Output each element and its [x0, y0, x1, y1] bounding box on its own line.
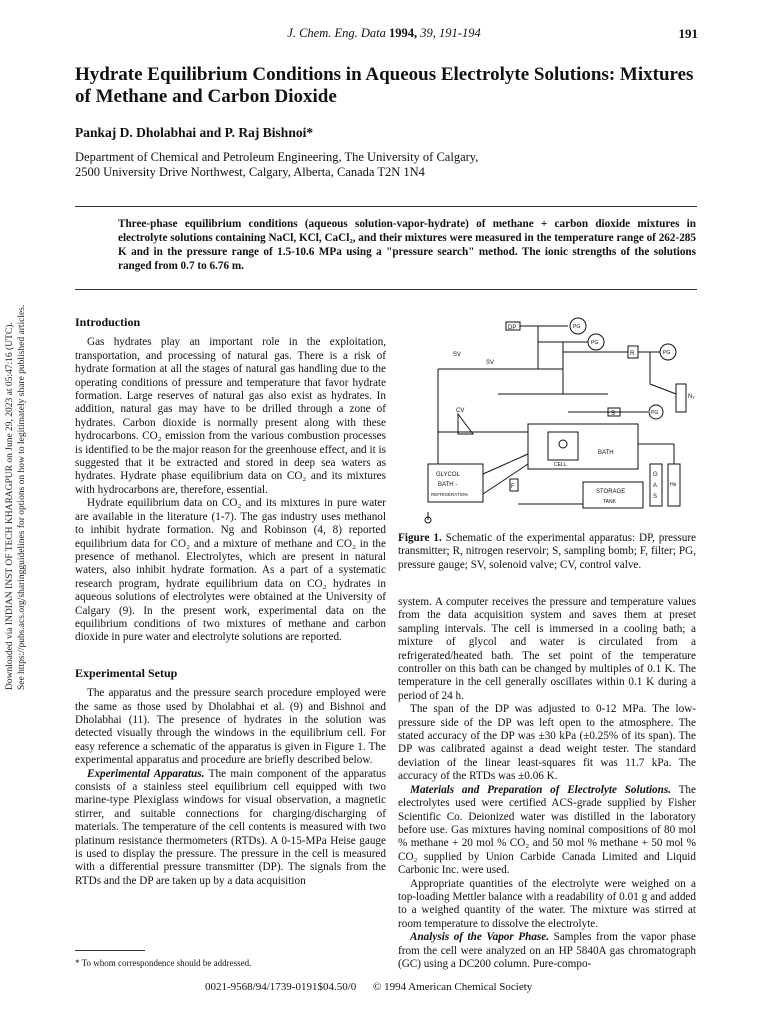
materials-text: The electrolytes used were certified ACS-grade supplied by Fisher Scientific Co. Deionized water was distilled in the laboratory before use. Gas mixtures having nominal compositions of 80 mol % methane + 20 mol % CO₂ and 50 mol % methane + 50 mol % CO₂ supplied by Union Carbide Canada Limited and Liquid Carbonic Inc. were used.: [398, 783, 696, 877]
intro-paragraph-1: Gas hydrates play an important role in the exploitation, transportation, and processing of natural gas. There is a risk of hydrate formation at all the stages of natural gas handling due to the operating conditions of pressure and temperature that favor hydrate formation. Large reserves of natural gas also exist as hydrates. In addition, natural gas may have to be drilled through a zone of hydrates. Carbon dioxide is normally present along with these hydrocarbons. CO₂ emission from the various combustion processes is identified to be the major reason for the greenhouse effect, and it is suggested that it be extracted and stored in deep sea waters as hydrates. Hydrate phase equilibrium data on CO₂ and its mixtures with hydrocarbons are, therefore, essential.: [75, 336, 386, 496]
apparatus-run-in: Experimental Apparatus.: [87, 767, 205, 780]
right-paragraph-1: system. A computer receives the pressure and temperature values from the data acquisition system and saves them at preset sampling intervals. The cell is immersed in a cooling bath; a mixture of glycol and water is circulated from a refrigerated/heated bath. The set point of the temperature controller on this bath can be changed by multiples of 0.1 K. The temperature in the cell generally oscillates within 0.1 K during a period of 24 h.: [398, 596, 696, 702]
affiliation: [75, 150, 695, 180]
intro-paragraph-2: Hydrate equilibrium data on CO₂ and its mixtures in pure water are available in the literature (1-7). The gas industry uses methanol to inhibit hydrate formation. Ng and Robinson (4, 8) reported equilibrium data for CO₂ and a mixture of methane and CO₂ in the presence of methanol. Electrolytes, which are present in natural waters, also inhibit hydrate formation. As a part of a systematic research program, hydrate equilibrium data on CO₂ hydrates in aqueous solutions of electrolytes were obtained at the University of Calgary (9). In the present work, experimental data on the equilibrium conditions of two mixtures of methane and carbon dioxide in pure water and electrolyte solutions are reported.: [75, 497, 386, 644]
label-storage-1: STORAGE: [596, 489, 626, 495]
running-header: [0, 26, 768, 41]
label-f: F: [511, 484, 515, 490]
label-glycol-2: BATH -: [438, 482, 458, 488]
label-cell: CELL: [554, 462, 567, 468]
label-dp: DP: [508, 325, 517, 331]
apparatus-text: The main component of the apparatus consists of a stainless steel equilibrium cell equipped with two marine-type Plexiglass windows for visual observation, a magnetic stirrer, and suitable connections for charging/discharging of materials. The temperature of the cell contents is measured with two platinum resistance thermometers (RTDs). A 0-15-MPa Heise gauge is used to display the pressure. The pressure in the cell is measured with a differential pressure transmitter (DP). The signals from the RTDs and the DP are taken up by a data acquisition: [75, 767, 386, 887]
right-column: [398, 596, 696, 971]
equilibrium-cell: [548, 432, 578, 460]
figure-caption-text: Schematic of the experimental apparatus: DP, pressure transmitter; R, nitrogen reservoir; S, sampling bomb; F, filter; PG, pressure gauge; SV, solenoid valve; CV, control valve.: [398, 532, 697, 571]
figure-caption-label: Figure 1.: [398, 532, 442, 544]
figure-1-schematic: [398, 314, 698, 526]
abstract-bottom-rule: [75, 289, 697, 290]
control-valve: [458, 414, 473, 434]
authors: Pankaj D. Dholabhai and P. Raj Bishnoi*: [75, 125, 314, 140]
article-code: 0021-9568/94/1739-0191$04.50/0: [205, 981, 357, 993]
label-pg-3: PG: [663, 350, 671, 356]
label-s: S: [611, 411, 616, 417]
figure-caption: [398, 532, 696, 572]
label-a: A: [653, 483, 658, 489]
abstract-top-rule: [75, 206, 697, 207]
n2-cylinder: [676, 384, 686, 412]
label-cv: CV: [456, 408, 465, 414]
affiliation-line-1: Department of Chemical and Petroleum Engineering, The University of Calgary,: [75, 150, 479, 164]
download-notice-line-1: Downloaded via INDIAN INST OF TECH KHARAGPUR on June 29, 2023 at 05:47:16 (UTC).: [5, 322, 15, 690]
n2-line: [650, 384, 676, 394]
exp-paragraph-1: The apparatus and the pressure search procedure employed were the same as those used by Dholabhai et al. (9) and Bishnoi and Dholabhai (11). The presence of hydrates in the solution was detected visually through the windows in the equilibrium cell. For easy reference a schematic of the apparatus is given in Figure 1. The experimental apparatus and procedure are briefly described below.: [75, 687, 386, 767]
label-sv-2: SV: [486, 360, 495, 366]
label-pg-1: PG: [573, 324, 581, 330]
footnote-rule: [75, 950, 145, 951]
label-r: R: [630, 351, 635, 357]
download-notice: [4, 305, 28, 690]
label-glycol-3: REFRIGERATION: [431, 492, 468, 497]
label-s2: S: [653, 494, 658, 500]
footnote: * To whom correspondence should be addressed.: [75, 958, 252, 968]
label-bath: BATH: [598, 450, 614, 456]
journal-pages: 191-194: [439, 26, 481, 40]
right-paragraph-3: [398, 784, 696, 878]
materials-run-in: Materials and Preparation of Electrolyte Solutions.: [410, 783, 672, 796]
bath-enclosure: [528, 424, 638, 469]
glycol-line-1: [483, 454, 528, 474]
label-n2: N₂: [688, 394, 695, 400]
affiliation-line-2: 2500 University Drive Northwest, Calgary, Alberta, Canada T2N 1N4: [75, 165, 425, 179]
journal-volume: 39,: [420, 26, 436, 40]
journal-year: 1994,: [389, 26, 418, 40]
cell-window: [559, 440, 567, 448]
exp-paragraph-2: [75, 768, 386, 889]
abstract: Three-phase equilibrium conditions (aqueous solution-vapor-hydrate) of methane + carbon dioxide mixtures in electrolyte solutions containing NaCl, KCl, CaCl₂, and their mixtures were measured in the temperature range of 262-285 K and in the pressure range of 1.5-10.6 MPa using a "pressure search" method. The ionic strengths of the solutions ranged from 0.7 to 6.76 m.: [118, 218, 696, 272]
analysis-text: Samples from the vapor phase from the cell were analyzed on an HP 5840A gas chromatograph (GC) using a DC200 column. Pure-compo-: [398, 931, 697, 970]
label-sv-1: SV: [453, 352, 462, 358]
apparatus-schematic: [398, 314, 698, 526]
right-paragraph-2: The span of the DP was adjusted to 0-12 MPa. The low-pressure side of the DP was left open to the atmosphere. The stated accuracy of the DP was ±30 kPa (±0.25% of its span). The DP was calibrated against a dead weight tester. The standard deviation of the linear least-squares fit was 11.7 kPa. The accuracy of the RTDs was ±0.06 K.: [398, 703, 696, 783]
label-glycol-1: GLYCOL: [436, 472, 460, 478]
glycol-line-2: [483, 464, 528, 494]
experimental-heading: Experimental Setup: [75, 665, 178, 680]
label-g: G: [653, 472, 658, 478]
label-storage-2: TANK: [603, 499, 616, 505]
left-column: [75, 316, 386, 888]
right-paragraph-5: [398, 931, 696, 971]
download-notice-line-2: See https://pubs.acs.org/sharingguidelines for options on how to legitimately share published articles.: [17, 304, 27, 690]
copyright: © 1994 American Chemical Society: [373, 981, 533, 993]
label-pg-4: PG: [651, 410, 659, 416]
label-he: He: [670, 482, 677, 488]
analysis-run-in: Analysis of the Vapor Phase.: [410, 931, 550, 944]
article-title: Hydrate Equilibrium Conditions in Aqueous Electrolyte Solutions: Mixtures of Methane and Carbon Dioxide: [75, 64, 694, 107]
label-pg-2: PG: [591, 340, 599, 346]
journal-name: J. Chem. Eng. Data: [287, 26, 386, 40]
right-paragraph-4: Appropriate quantities of the electrolyte were weighed on a top-loading Mettler balance with a readability of 0.01 g and added to a weighed quantity of the water. The mixture was stirred at room temperature to dissolve the electrolyte.: [398, 877, 696, 930]
page-footer: [205, 981, 546, 993]
page-number: 191: [678, 26, 698, 41]
introduction-heading: Introduction: [75, 315, 141, 329]
